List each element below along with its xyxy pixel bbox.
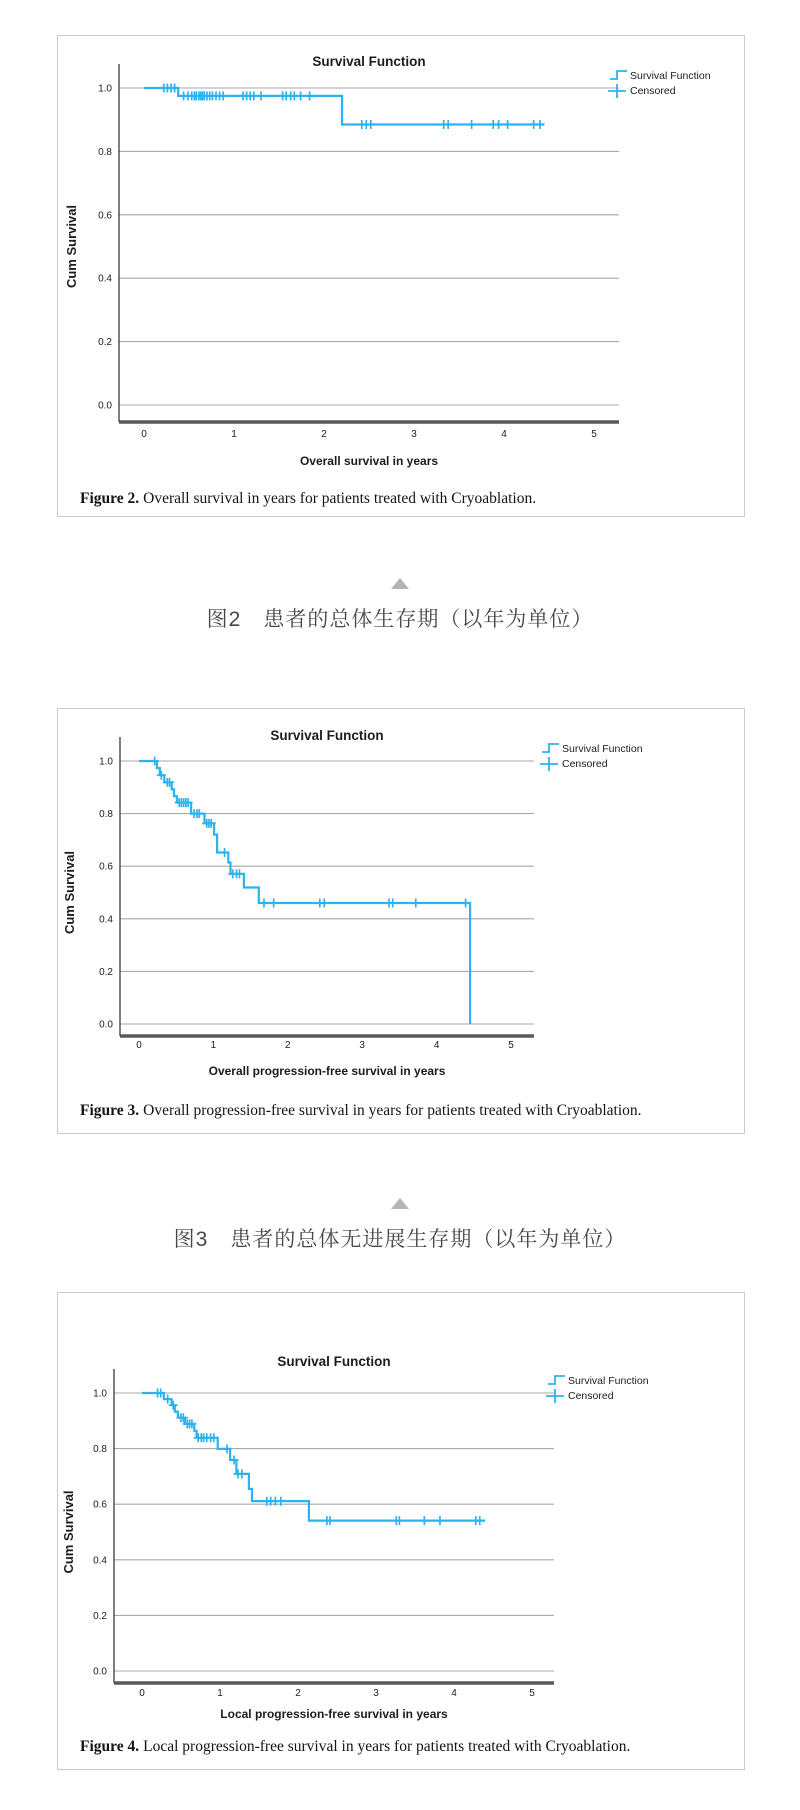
x-tick-label: 4 (433, 1040, 440, 1051)
chart-title: Survival Function (270, 728, 384, 743)
y-tick-label: 0.6 (99, 861, 113, 873)
x-tick-label: 2 (295, 1688, 301, 1699)
legend-label-censored: Censored (630, 85, 676, 97)
x-tick-label: 5 (591, 429, 597, 440)
x-tick-label: 3 (411, 429, 417, 440)
figure-2-panel (57, 35, 745, 517)
x-tick-label: 2 (285, 1040, 291, 1051)
x-axis-title: Overall survival in years (299, 454, 439, 468)
x-tick-label: 4 (501, 429, 507, 440)
legend-step-symbol (548, 1376, 565, 1384)
legend-label-survival: Survival Function (630, 70, 711, 82)
separator-2 (0, 1198, 800, 1253)
legend-step-symbol (542, 744, 559, 752)
figure-3-panel (57, 708, 745, 1134)
y-tick-label: 0.0 (98, 400, 112, 412)
figure-2-caption-text: Overall survival in years for patients treated with Cryoablation. (143, 490, 537, 507)
figure-3-translated-caption: 图3 患者的总体无进展生存期（以年为单位） (173, 1228, 627, 1251)
x-tick-label: 0 (136, 1040, 142, 1051)
x-tick-label: 1 (217, 1688, 223, 1699)
figure-3-caption (80, 1101, 724, 1120)
y-tick-label: 0.8 (98, 146, 112, 158)
figure-3-caption-text: Overall progression-free survival in years for patients treated with Cryoablation. (143, 1102, 642, 1119)
figure-4-panel (57, 1292, 745, 1770)
y-tick-label: 0.2 (93, 1610, 107, 1622)
figure-2-caption (80, 489, 724, 508)
y-tick-label: 1.0 (99, 756, 113, 768)
y-tick-label: 0.0 (93, 1666, 107, 1678)
y-tick-label: 1.0 (98, 83, 112, 95)
x-tick-label: 3 (359, 1040, 365, 1051)
y-tick-label: 0.2 (98, 337, 112, 349)
legend-label-censored: Censored (568, 1390, 614, 1402)
overall-survival-chart (58, 44, 744, 476)
y-tick-label: 0.4 (99, 914, 113, 926)
figure-3-caption-label: Figure 3. (80, 1102, 140, 1119)
up-triangle-icon[interactable] (391, 1198, 409, 1209)
y-tick-label: 0.4 (93, 1555, 107, 1567)
y-tick-label: 0.8 (93, 1444, 107, 1456)
figure-4-caption-text: Local progression-free survival in years for patients treated with Cryoablation. (143, 1738, 631, 1755)
legend-step-symbol (610, 71, 627, 79)
chart-title: Survival Function (277, 1354, 391, 1369)
x-tick-label: 5 (529, 1688, 535, 1699)
x-tick-label: 5 (508, 1040, 514, 1051)
legend-label-survival: Survival Function (568, 1375, 649, 1387)
survival-curve (142, 1393, 485, 1521)
overall-pfs-chart (58, 716, 744, 1088)
legend-label-censored: Censored (562, 758, 608, 770)
y-tick-label: 0.8 (99, 809, 113, 821)
chart-title: Survival Function (312, 54, 426, 69)
local-pfs-chart (58, 1341, 744, 1725)
y-axis-title: Cum Survival (62, 850, 77, 935)
x-tick-label: 2 (321, 429, 327, 440)
up-triangle-icon[interactable] (391, 578, 409, 589)
y-tick-label: 0.6 (93, 1499, 107, 1511)
separator-1 (0, 578, 800, 633)
figure-4-caption-label: Figure 4. (80, 1738, 140, 1755)
x-tick-label: 0 (141, 429, 147, 440)
y-tick-label: 0.0 (99, 1019, 113, 1031)
x-tick-label: 4 (451, 1688, 457, 1699)
y-tick-label: 1.0 (93, 1388, 107, 1400)
x-tick-label: 3 (373, 1688, 379, 1699)
y-tick-label: 0.4 (98, 273, 112, 285)
x-axis-title: Local progression-free survival in years (220, 1707, 448, 1721)
y-tick-label: 0.6 (98, 210, 112, 222)
x-tick-label: 1 (210, 1040, 217, 1051)
y-axis-title: Cum Survival (61, 1490, 76, 1574)
figure-2-caption-label: Figure 2. (80, 490, 140, 507)
x-axis-title: Overall progression-free survival in years (208, 1064, 446, 1078)
y-axis-title: Cum Survival (64, 204, 79, 289)
figure-4-caption (80, 1737, 724, 1756)
y-tick-label: 0.2 (99, 966, 113, 978)
x-tick-label: 0 (139, 1688, 145, 1699)
legend-label-survival: Survival Function (562, 743, 643, 755)
figure-2-translated-caption: 图2 患者的总体生存期（以年为单位） (206, 608, 594, 631)
x-tick-label: 1 (231, 429, 237, 440)
